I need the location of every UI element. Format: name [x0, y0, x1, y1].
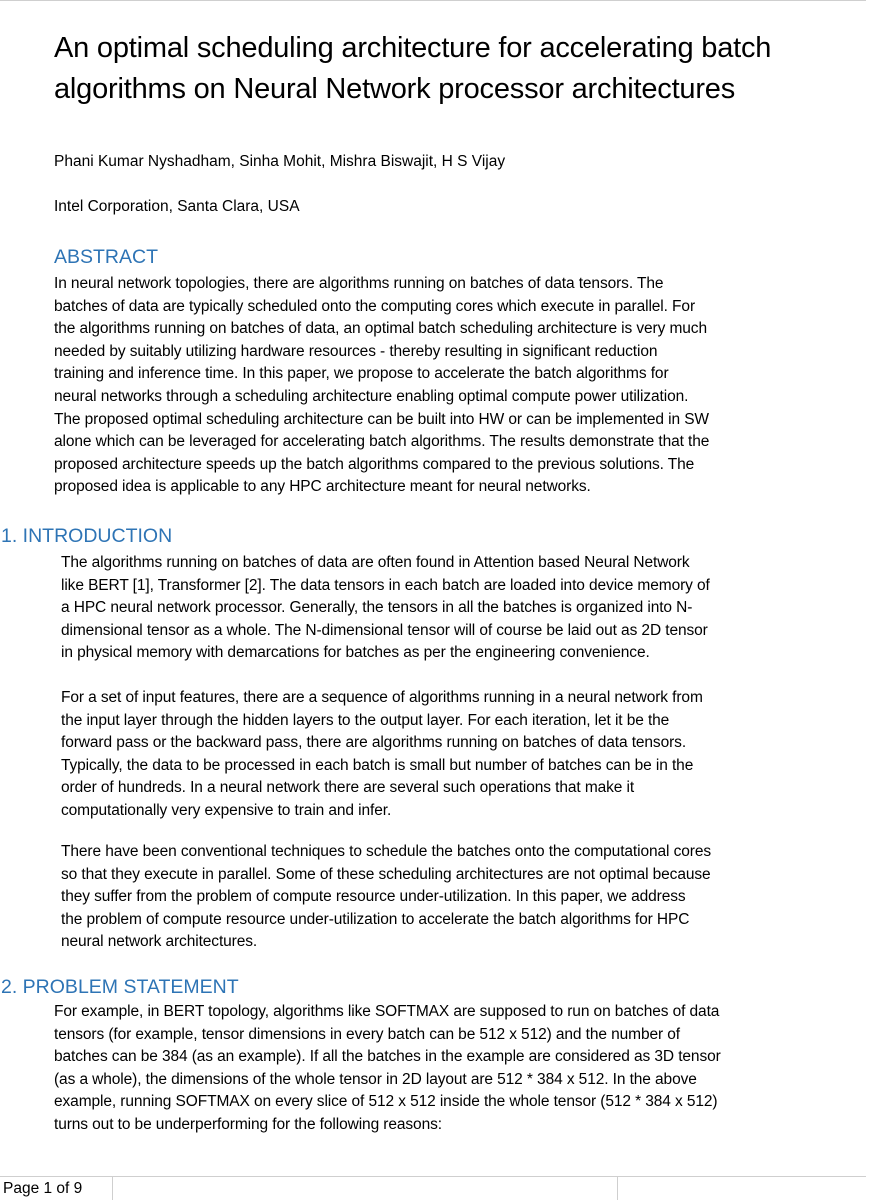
- text-line: forward pass or the backward pass, there are algorithms running on batches of data tensors.: [61, 734, 687, 752]
- text-line: they suffer from the problem of compute resource under-utilization. In this paper, we address: [61, 888, 686, 906]
- footer-rule: [0, 1176, 866, 1177]
- title-line: algorithms on Neural Network processor architectures: [54, 73, 736, 105]
- footer-divider: [112, 1177, 113, 1200]
- paper-title: [54, 28, 854, 110]
- text-line: The algorithms running on batches of data are often found in Attention based Neural Network: [61, 554, 690, 571]
- footer-divider: [617, 1177, 618, 1200]
- introduction-heading: 1. INTRODUCTION: [1, 525, 173, 547]
- text-line: neural networks through a scheduling architecture enabling optimal compute power utilization.: [54, 387, 689, 405]
- text-line: the input layer through the hidden layers to the output layer. For each iteration, let it be the: [61, 711, 670, 729]
- text-line: in physical memory with demarcations for batches as per the engineering convenience.: [61, 644, 650, 662]
- text-line: so that they execute in parallel. Some of these scheduling architectures are not optimal because: [61, 865, 711, 883]
- page-number: Page 1 of 9: [3, 1180, 83, 1197]
- text-line: turns out to be underperforming for the following reasons:: [54, 1115, 442, 1133]
- text-line: training and inference time. In this paper, we propose to accelerate the batch algorithms for: [54, 365, 669, 383]
- text-line: batches of data are typically scheduled onto the computing cores which execute in parallel. For: [54, 297, 696, 315]
- text-line: batches can be 384 (as an example). If all the batches in the example are considered as 3D tensor: [54, 1048, 721, 1066]
- text-line: the algorithms running on batches of data, an optimal batch scheduling architecture is very much: [54, 320, 707, 338]
- text-line: Typically, the data to be processed in each batch is small but number of batches can be in the: [61, 756, 694, 774]
- text-line: dimensional tensor as a whole. The N-dimensional tensor will of course be laid out as 2D tensor: [61, 621, 708, 639]
- top-rule: [0, 0, 866, 1]
- text-line: the problem of compute resource under-utilization to accelerate the batch algorithms for HPC: [61, 910, 690, 928]
- text-line: There have been conventional techniques to schedule the batches onto the computational cores: [61, 843, 711, 860]
- text-line: (as a whole), the dimensions of the whole tensor in 2D layout are 512 * 384 x 512. In the above: [54, 1070, 697, 1088]
- text-line: computationally very expensive to train and infer.: [61, 801, 392, 819]
- text-line: tensors (for example, tensor dimensions in every batch can be 512 x 512) and the number of: [54, 1025, 680, 1043]
- text-line: For example, in BERT topology, algorithms like SOFTMAX are supposed to run on batches of data: [54, 1003, 720, 1020]
- problem-statement-heading: 2. PROBLEM STATEMENT: [1, 976, 239, 998]
- text-line: In neural network topologies, there are algorithms running on batches of data tensors. The: [54, 275, 664, 292]
- text-line: For a set of input features, there are a sequence of algorithms running in a neural network from: [61, 689, 703, 706]
- text-line: like BERT [1], Transformer [2]. The data tensors in each batch are loaded into device memory of: [61, 576, 710, 594]
- text-line: needed by suitably utilizing hardware resources - thereby resulting in significant reduction: [54, 342, 658, 360]
- introduction-paragraph-3: [61, 841, 711, 954]
- problem-statement-paragraph: [54, 1001, 721, 1137]
- text-line: proposed architecture speeds up the batch algorithms compared to the previous solutions. The: [54, 455, 695, 473]
- text-line: neural network architectures.: [61, 933, 258, 951]
- abstract-paragraph: [54, 273, 709, 499]
- text-line: The proposed optimal scheduling architecture can be built into HW or can be implemented in SW: [54, 410, 709, 428]
- text-line: alone which can be leveraged for accelerating batch algorithms. The results demonstrate that the: [54, 433, 710, 451]
- text-line: proposed idea is applicable to any HPC architecture meant for neural networks.: [54, 478, 591, 496]
- title-line: An optimal scheduling architecture for accelerating batch: [54, 32, 772, 64]
- introduction-paragraph-1: [61, 552, 710, 665]
- text-line: order of hundreds. In a neural network there are several such operations that make it: [61, 779, 635, 797]
- introduction-paragraph-2: [61, 687, 703, 823]
- authors: Phani Kumar Nyshadham, Sinha Mohit, Mishra Biswajit, H S Vijay: [54, 153, 506, 170]
- text-line: example, running SOFTMAX on every slice of 512 x 512 inside the whole tensor (512 * 384 x 512): [54, 1093, 718, 1111]
- text-line: a HPC neural network processor. Generally, the tensors in all the batches is organized into N-: [61, 599, 693, 617]
- abstract-heading: ABSTRACT: [54, 246, 159, 268]
- affiliation: Intel Corporation, Santa Clara, USA: [54, 198, 300, 215]
